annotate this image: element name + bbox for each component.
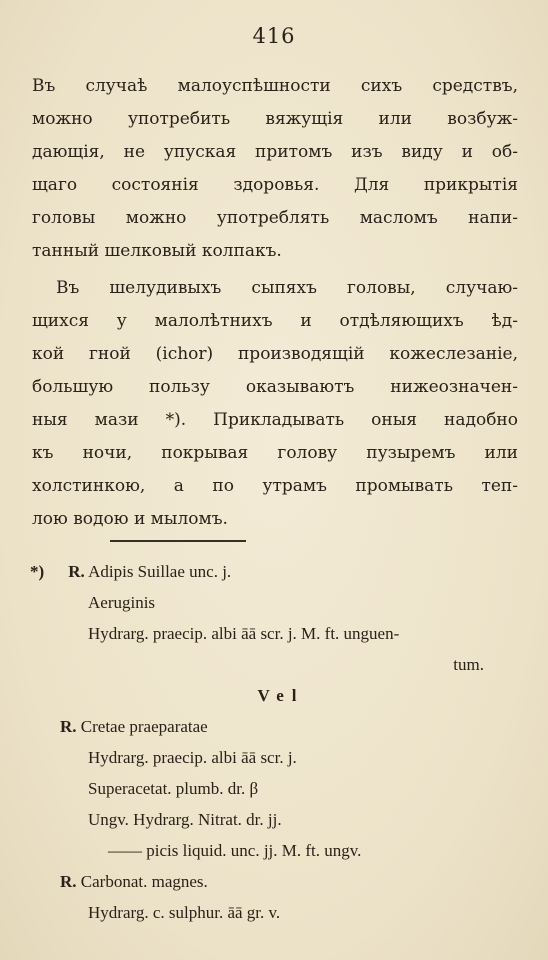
vel-heading: Vel xyxy=(257,686,305,705)
recipe-ingredient: —— picis liquid. unc. jj. M. ft. ungv. xyxy=(108,841,362,860)
recipe-ingredient: Hydrarg. praecip. albi āā scr. j. M. ft. unguen- xyxy=(88,624,400,643)
footnote-line xyxy=(30,556,520,587)
recipe-ingredient: Ungv. Hydrarg. Nitrat. dr. jj. xyxy=(88,810,282,829)
text-line: къ ночи, покрывая голову пузыремъ или xyxy=(32,443,518,463)
text-line: танный шелковый колпакъ. xyxy=(32,241,282,261)
text-line: головы можно употреблять масломъ напи- xyxy=(32,208,518,228)
recipe-ingredient: Hydrarg. praecip. albi āā scr. j. xyxy=(88,748,297,767)
footnote xyxy=(30,556,520,928)
recipe-ingredient: tum. xyxy=(453,655,484,674)
text-line: щаго состоянія здоровья. Для прикрытія xyxy=(32,175,518,195)
footnote-divider xyxy=(110,540,246,542)
text-line: кой гной (ichor) производящій кожеслезаніе, xyxy=(32,344,518,364)
footnote-line xyxy=(30,711,520,742)
text-line: щихся у малолѣтнихъ и отдѣляющихъ ѣд- xyxy=(32,311,518,331)
footnote-line xyxy=(30,866,520,897)
paragraph-2 xyxy=(32,272,518,536)
recipe-ingredient: Hydrarg. c. sulphur. āā gr. v. xyxy=(88,903,281,922)
text-line: холстинкою, а по утрамъ промывать теп- xyxy=(32,476,518,496)
text-line: Въ шелудивыхъ сыпяхъ головы, случаю- xyxy=(56,278,518,298)
recipe-ingredient: Superacetat. plumb. dr. β xyxy=(88,779,259,798)
text-line: Въ случаѣ малоуспѣшности сихъ средствъ, xyxy=(32,76,518,96)
recipe-ingredient: Aeruginis xyxy=(88,593,156,612)
recipe-ingredient: Cretae praeparatae xyxy=(80,717,208,736)
recipe-ingredient: Carbonat. magnes. xyxy=(80,872,208,891)
text-line: можно употребить вяжущія или возбуж- xyxy=(32,109,518,129)
recipe-symbol: R. xyxy=(60,717,77,736)
footnote-marker: *) xyxy=(30,562,45,581)
text-line: дающія, не упуская притомъ изъ виду и об- xyxy=(32,142,518,162)
recipe-symbol: R. xyxy=(68,562,85,581)
text-line: большую пользу оказываютъ нижеозначен- xyxy=(32,377,518,397)
recipe-ingredient: Adipis Suillae unc. j. xyxy=(88,562,232,581)
page-number: 416 xyxy=(252,24,296,48)
paragraph-1 xyxy=(32,70,518,268)
text-line: лою водою и мыломъ. xyxy=(32,509,228,529)
recipe-symbol: R. xyxy=(60,872,77,891)
text-line: ныя мази *). Прикладывать оныя надобно xyxy=(32,410,518,430)
